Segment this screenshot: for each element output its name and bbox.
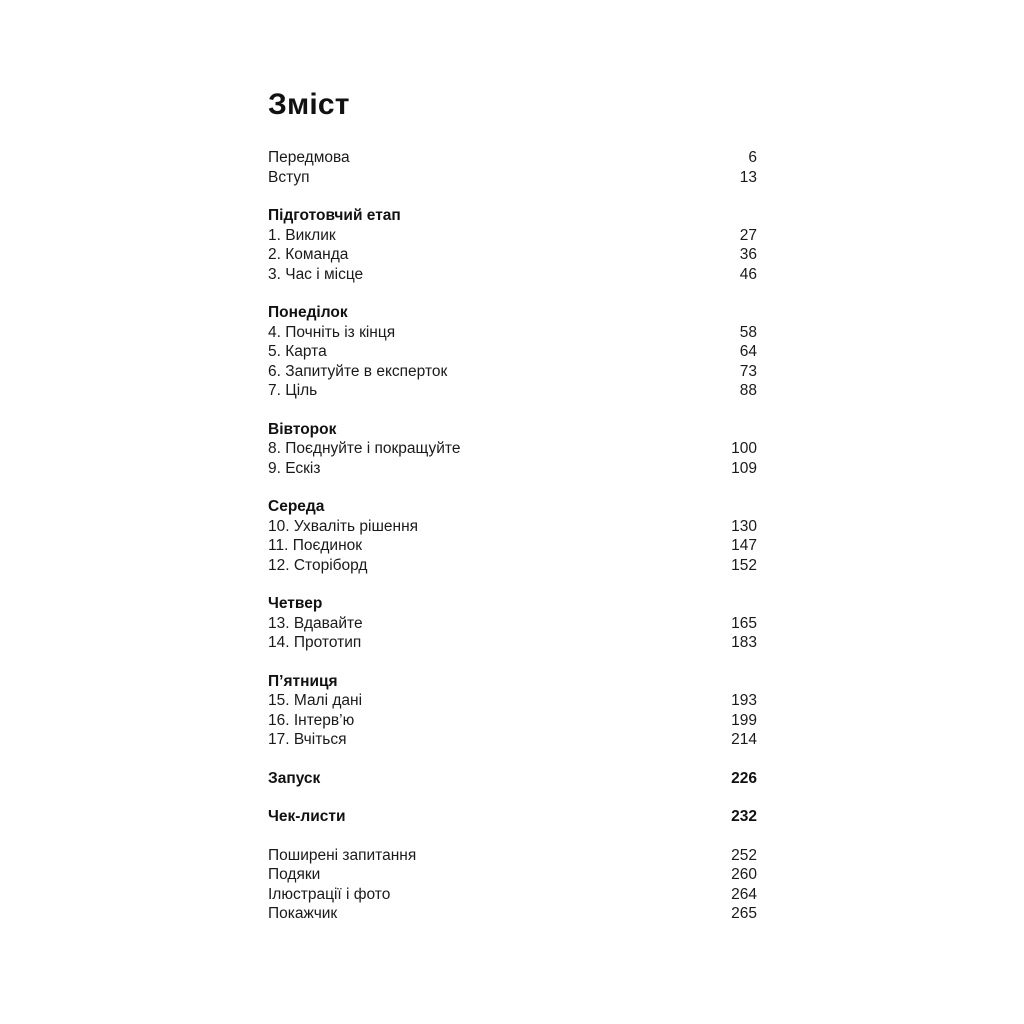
toc-entry-page-number: 64 [739,343,757,360]
toc-group [268,148,757,187]
toc-entry-label: 5. Карта [268,343,327,360]
toc-entry-page-number: 232 [731,808,757,825]
toc-row [268,245,757,265]
toc-row [268,226,757,246]
toc-entry-page-number: 73 [739,362,757,380]
toc-group [268,807,757,827]
toc-entry-label: Чек-листи [268,808,346,825]
toc-group [268,420,757,479]
toc-entry-page-number: 183 [731,634,757,651]
toc-entry-page-number: 27 [739,226,757,244]
toc-section-heading: П’ятниця [268,672,338,690]
toc-entry-label: 4. Почніть із кінця [268,323,396,341]
toc-row [268,168,757,188]
toc-row [268,381,757,401]
toc-entry-page-number: 152 [731,556,757,574]
toc-row [268,865,757,885]
toc-group [268,303,757,401]
toc-row [268,730,757,750]
toc-entry-label: 15. Малі дані [268,692,363,709]
toc-group [268,594,757,653]
toc-entry-label: 2. Команда [268,246,349,263]
toc-group [268,497,757,575]
toc-row [268,691,757,711]
toc-entry-label: 7. Ціль [268,382,318,399]
toc-entry-page-number: 165 [731,614,757,632]
toc-entry-label: 16. Інтерв’ю [268,711,355,729]
toc-entry-label: 9. Ескіз [268,459,321,477]
toc-entry-label: Запуск [268,769,321,787]
toc-entry-page-number: 58 [739,323,757,341]
toc-row [268,265,757,285]
toc-entry-page-number: 226 [731,769,757,787]
toc-section-heading: Підготовчий етап [268,207,401,224]
toc-row [268,148,757,168]
toc-group [268,672,757,750]
toc-entry-label: 13. Вдавайте [268,614,363,632]
toc-entry-label: 8. Поєднуйте і покращуйте [268,440,461,457]
toc-row [268,459,757,479]
toc-entry-page-number: 252 [731,846,757,864]
toc-section-heading: Середа [268,498,325,515]
page-title: Зміст [268,88,350,121]
toc-entry-page-number: 147 [731,537,757,554]
table-of-contents [268,88,757,924]
toc-section-heading: Четвер [268,595,323,612]
toc-row [268,846,757,866]
toc-entry-label: Поширені запитання [268,846,417,864]
toc-row [268,323,757,343]
toc-row [268,904,757,924]
toc-entry-label: Вступ [268,168,310,186]
toc-entry-label: Ілюстрації і фото [268,885,391,903]
toc-entry-label: 1. Виклик [268,226,336,244]
toc-entry-label: 6. Запитуйте в експерток [268,362,448,380]
toc-entry-label: 3. Час і місце [268,265,364,283]
toc-entry-page-number: 88 [739,382,757,399]
toc-row [268,556,757,576]
toc-row [268,536,757,556]
toc-group [268,769,757,789]
toc-row [268,633,757,653]
toc-row [268,614,757,634]
toc-section-heading: Понеділок [268,304,348,321]
toc-entry-label: 17. Вчіться [268,731,347,748]
toc-entry-label: Подяки [268,866,321,883]
toc-row [268,342,757,362]
toc-entry-label: 10. Ухваліть рішення [268,517,419,535]
toc-entry-page-number: 265 [731,905,757,922]
toc-entry-page-number: 199 [731,711,757,729]
toc-entry-page-number: 36 [739,246,757,263]
toc-row [268,362,757,382]
toc-entry-page-number: 6 [748,149,757,166]
toc-entry-label: 11. Поєдинок [268,537,363,554]
toc-row [268,517,757,537]
toc-groups [268,148,757,924]
toc-entry-page-number: 214 [731,731,757,748]
toc-entry-page-number: 130 [731,517,757,535]
toc-group [268,846,757,924]
toc-row [268,439,757,459]
toc-entry-page-number: 46 [739,265,757,283]
toc-entry-label: Покажчик [268,905,338,922]
toc-row [268,769,757,789]
toc-entry-page-number: 264 [731,885,757,903]
toc-entry-label: Передмова [268,149,350,166]
toc-entry-page-number: 13 [739,168,757,186]
toc-entry-page-number: 193 [731,692,757,709]
toc-row [268,885,757,905]
toc-entry-label: 14. Прототип [268,634,362,651]
toc-entry-label: 12. Сторіборд [268,556,368,574]
toc-group [268,206,757,284]
toc-entry-page-number: 100 [731,440,757,457]
toc-entry-page-number: 109 [731,459,757,477]
toc-entry-page-number: 260 [731,866,757,883]
toc-row [268,807,757,827]
toc-row [268,711,757,731]
toc-section-heading: Вівторок [268,420,337,438]
